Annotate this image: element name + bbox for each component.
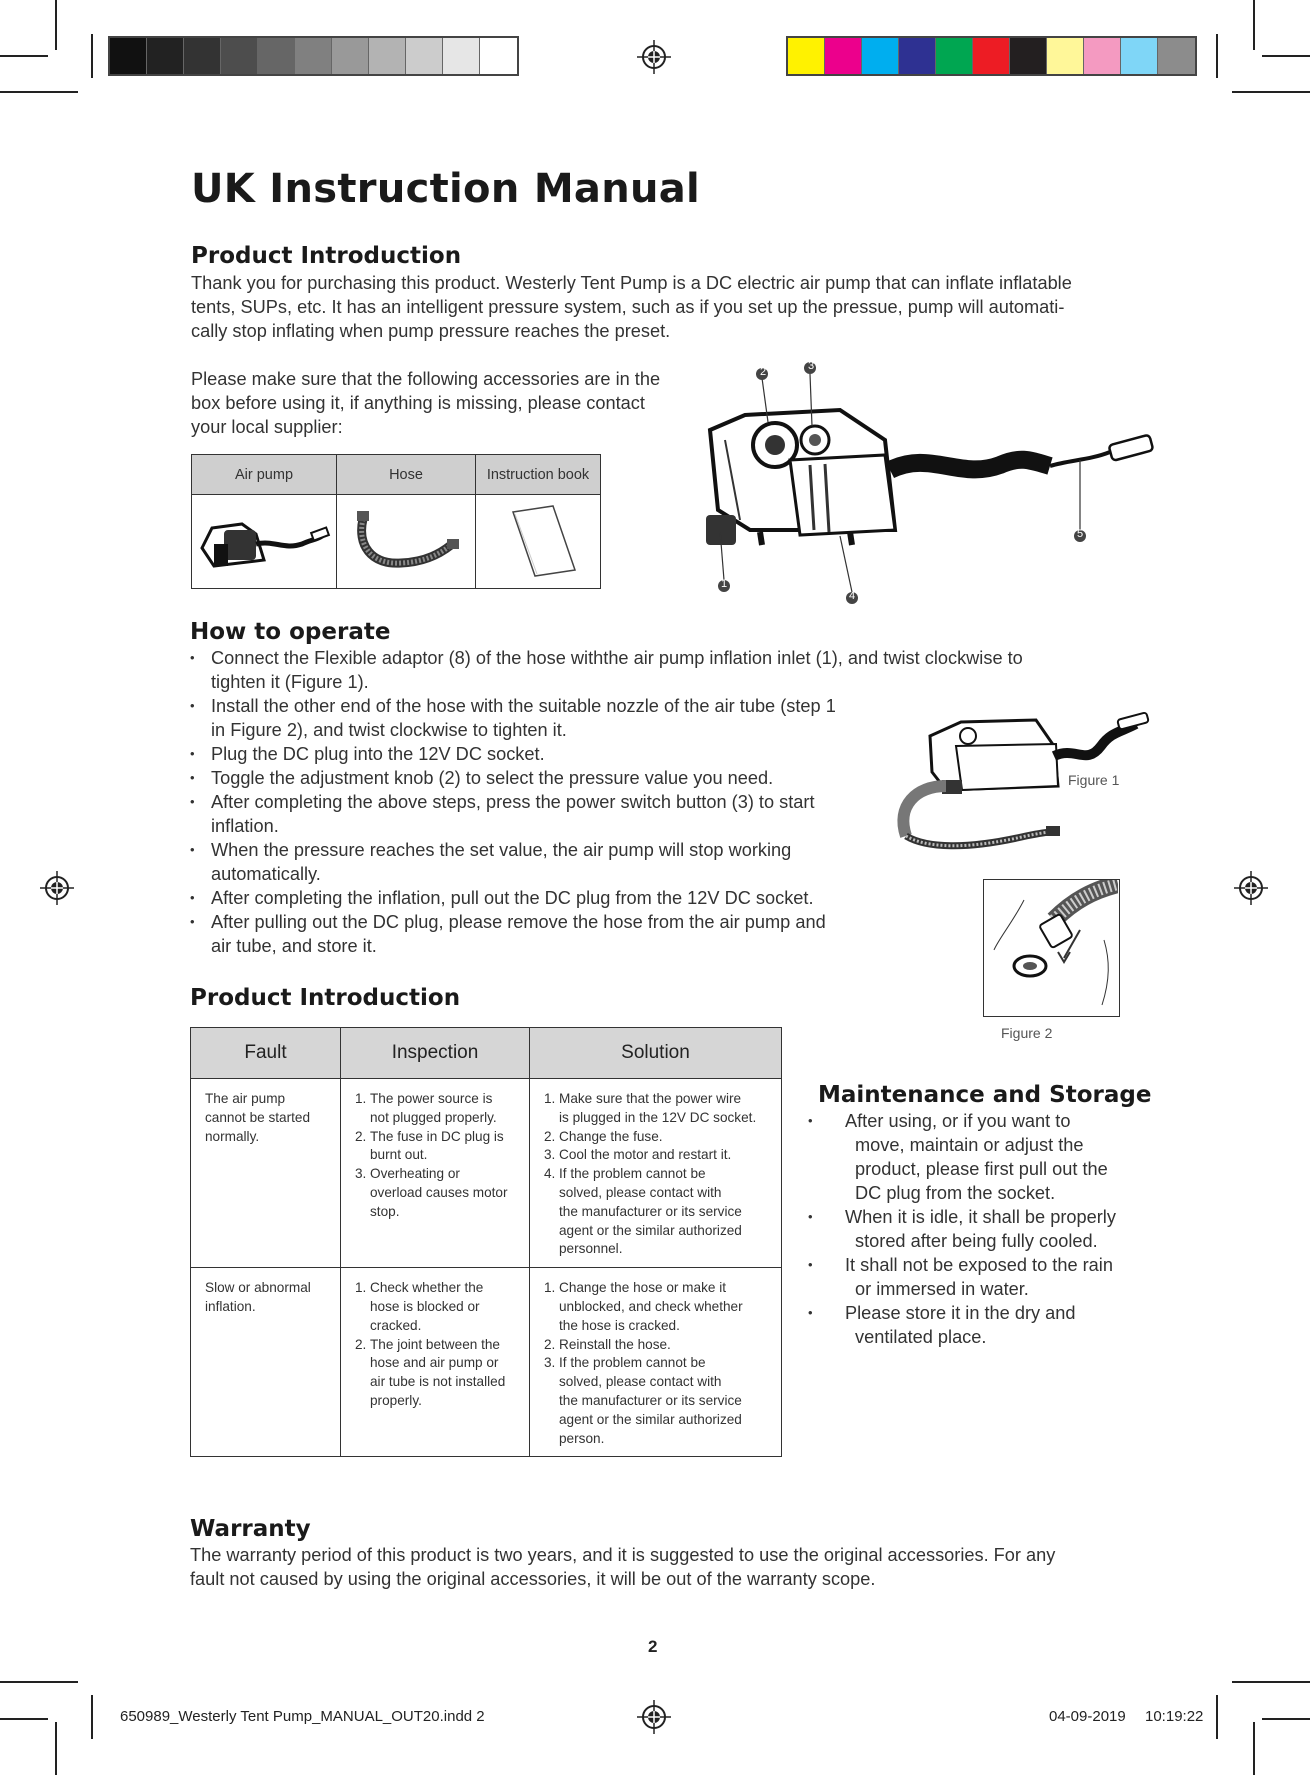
gray-swatch (332, 38, 369, 74)
maintenance-item-line: • When it is idle, it shall be properly (845, 1207, 1116, 1227)
accessories-line: your local supplier: (191, 417, 343, 437)
color-swatch (1047, 38, 1084, 74)
inspection-item-number: 1. (355, 1280, 367, 1296)
operate-step-line: in Figure 2), and twist clockwise to tighten it. (211, 720, 567, 740)
maintenance-item-line: stored after being fully cooled. (855, 1231, 1098, 1251)
operate-step-line: • After pulling out the DC plug, please remove the hose from the air pump and (211, 912, 826, 932)
registration-mark-icon (637, 1700, 671, 1734)
inspection-item-line: not plugged properly. (370, 1109, 497, 1125)
solution-item-line: solved, please contact with (559, 1184, 722, 1200)
maintenance-item-line: • It shall not be exposed to the rain (845, 1255, 1113, 1275)
inspection-item-line: cracked. (370, 1317, 422, 1333)
operate-step (190, 910, 1110, 958)
column-header-fault: Fault (191, 1028, 341, 1079)
operate-step-line: • Plug the DC plug into the 12V DC socket. (211, 744, 545, 764)
intro-heading: Product Introduction (191, 243, 462, 269)
diagram-label-3: 3 (808, 360, 815, 372)
solution-item-number: 3. (544, 1355, 556, 1371)
solution-item-number: 1. (544, 1280, 556, 1296)
solution-item (544, 1128, 767, 1147)
inspection-item-line: The joint between the (370, 1336, 500, 1352)
maintenance-heading: Maintenance and Storage (818, 1082, 1152, 1108)
inspection-item (355, 1165, 515, 1221)
solution-item-line: Cool the motor and restart it. (559, 1147, 732, 1163)
operate-step (190, 886, 1110, 910)
inspection-item-line: The fuse in DC plug is (370, 1128, 504, 1144)
color-swatch (1010, 38, 1047, 74)
inspection-cell (341, 1079, 530, 1268)
maintenance-item (818, 1301, 1158, 1349)
solution-item-line: Change the fuse. (559, 1128, 663, 1144)
operate-step-line: • When the pressure reaches the set value, the air pump will stop working (211, 840, 792, 860)
solution-item (544, 1279, 767, 1335)
registration-mark-icon (40, 871, 74, 905)
maintenance-item (818, 1253, 1158, 1301)
maintenance-item-line: product, please first pull out the (855, 1159, 1108, 1179)
gray-swatch (295, 38, 332, 74)
maintenance-item-line: ventilated place. (855, 1327, 987, 1347)
maintenance-list (818, 1109, 1158, 1349)
figure-2-caption: Figure 2 (1001, 1025, 1053, 1041)
operate-heading: How to operate (190, 619, 391, 645)
solution-item (544, 1354, 767, 1448)
accessory-header-instruction-book: Instruction book (476, 455, 601, 495)
column-header-solution: Solution (530, 1028, 782, 1079)
operate-step-line: air tube, and store it. (211, 936, 377, 956)
inspection-item (355, 1128, 515, 1166)
gray-swatch (184, 38, 221, 74)
solution-item (544, 1146, 767, 1165)
operate-step-line: • Toggle the adjustment knob (2) to select the pressure value you need. (211, 768, 774, 788)
inspection-item-line: Overheating or (370, 1166, 460, 1182)
slug-date: 04-09-2019 (1049, 1708, 1126, 1725)
maintenance-item-line: move, maintain or adjust the (855, 1135, 1084, 1155)
diagram-label-4: 4 (849, 590, 856, 602)
fault-row (191, 1079, 782, 1268)
warranty-heading: Warranty (190, 1516, 311, 1542)
operate-step-line: • Install the other end of the hose with the suitable nozzle of the air tube (step 1 (211, 696, 836, 716)
warranty-line: The warranty period of this product is two years, and it is suggested to use the original accessories. For any (190, 1545, 1056, 1565)
diagram-label-1: 1 (721, 578, 728, 590)
gray-swatch (369, 38, 406, 74)
inspection-item-line: Check whether the (370, 1280, 484, 1296)
intro-line: cally stop inflating when pump pressure reaches the preset. (191, 321, 671, 341)
intro-paragraph (191, 271, 1072, 343)
page-title: UK Instruction Manual (191, 166, 701, 212)
solution-list (544, 1090, 767, 1259)
inspection-item-number: 2. (355, 1128, 367, 1144)
registration-mark-icon (637, 40, 671, 74)
color-swatch (862, 38, 899, 74)
column-header-inspection: Inspection (341, 1028, 530, 1079)
solution-item-number: 2. (544, 1128, 556, 1144)
solution-item-number: 1. (544, 1091, 556, 1106)
fault-row (191, 1268, 782, 1457)
operate-step-line: • Connect the Flexible adaptor (8) of the hose withthe air pump inflation inlet (1), and twist clockwise to (211, 648, 1023, 668)
color-swatch (936, 38, 973, 74)
solution-item-line: the hose is cracked. (559, 1317, 680, 1333)
figure-2-image (984, 880, 1118, 1015)
diagram-label-5: 5 (1077, 528, 1084, 540)
slug-filename: 650989_Westerly Tent Pump_MANUAL_OUT20.indd 2 (120, 1708, 485, 1725)
diagram-label-2: 2 (760, 366, 767, 378)
fault-cell (191, 1268, 341, 1457)
solution-item-line: Change the hose or make it (559, 1280, 727, 1296)
solution-item-line: the manufacturer or its service (559, 1203, 742, 1219)
solution-item (544, 1336, 767, 1355)
color-swatch (1158, 38, 1195, 74)
fault-line: Slow or abnormal (205, 1280, 311, 1296)
solution-item-line: If the problem cannot be (559, 1166, 706, 1182)
figure-2-frame (983, 879, 1120, 1017)
slug-time: 10:19:22 (1145, 1708, 1204, 1725)
solution-item-line: Make sure that the power wire (559, 1091, 742, 1106)
accessories-paragraph (191, 367, 660, 439)
inspection-item-line: burnt out. (370, 1147, 428, 1163)
color-swatch (825, 38, 862, 74)
inspection-item-number: 1. (355, 1091, 367, 1106)
inspection-item-line: hose and air pump or (370, 1355, 499, 1371)
inspection-item-line: stop. (370, 1203, 400, 1219)
inspection-list (355, 1090, 515, 1222)
maintenance-item-line: DC plug from the socket. (855, 1183, 1056, 1203)
solution-item-line: personnel. (559, 1241, 623, 1257)
hose-image (337, 495, 476, 589)
inspection-item (355, 1336, 515, 1411)
inspection-item-line: hose is blocked or (370, 1298, 480, 1314)
fault-cell (191, 1079, 341, 1268)
air-pump-diagram (690, 360, 1160, 610)
solution-item-line: Reinstall the hose. (559, 1336, 671, 1352)
gray-swatch (443, 38, 480, 74)
registration-mark-icon (1234, 871, 1268, 905)
warranty-paragraph (190, 1543, 1055, 1591)
accessory-header-hose: Hose (337, 455, 476, 495)
maintenance-item-line: • After using, or if you want to (845, 1111, 1071, 1131)
solution-item-number: 3. (544, 1147, 556, 1163)
maintenance-item-line: • Please store it in the dry and (845, 1303, 1076, 1323)
operate-step-line: tighten it (Figure 1). (211, 672, 369, 692)
inspection-item (355, 1090, 515, 1128)
color-swatch (973, 38, 1010, 74)
troubleshooting-table (190, 1027, 782, 1457)
solution-item-line: solved, please contact with (559, 1374, 722, 1390)
solution-item (544, 1090, 767, 1128)
inspection-item-line: overload causes motor (370, 1184, 508, 1200)
gray-swatch (480, 38, 517, 74)
solution-item (544, 1165, 767, 1259)
fault-line: normally. (205, 1128, 260, 1144)
solution-item-line: is plugged in the 12V DC socket. (559, 1109, 757, 1125)
inspection-cell (341, 1268, 530, 1457)
inspection-item-line: air tube is not installed (370, 1374, 506, 1390)
solution-item-line: person. (559, 1430, 605, 1446)
solution-item-number: 4. (544, 1166, 556, 1182)
solution-item-line: If the problem cannot be (559, 1355, 706, 1371)
instruction-book-image (476, 495, 601, 589)
gray-swatch (221, 38, 258, 74)
solution-cell (530, 1268, 782, 1457)
gray-swatch (110, 38, 147, 74)
color-swatch (1121, 38, 1158, 74)
solution-item-line: agent or the similar authorized (559, 1411, 742, 1427)
color-bar (786, 36, 1197, 76)
fault-line: inflation. (205, 1298, 256, 1314)
figure-1-caption: Figure 1 (1068, 772, 1120, 788)
troubleshoot-heading: Product Introduction (190, 985, 461, 1011)
operate-step-line: • After completing the above steps, press the power switch button (3) to start (211, 792, 815, 812)
maintenance-item-line: or immersed in water. (855, 1279, 1029, 1299)
solution-item-line: the manufacturer or its service (559, 1392, 742, 1408)
inspection-list (355, 1279, 515, 1411)
color-swatch (788, 38, 825, 74)
color-swatch (899, 38, 936, 74)
page-number: 2 (648, 1637, 658, 1656)
inspection-item-line: The power source is (370, 1091, 493, 1106)
inspection-item-line: properly. (370, 1392, 422, 1408)
warranty-line: fault not caused by using the original accessories, it will be out of the warranty scope. (190, 1569, 876, 1589)
air-pump-image (192, 495, 337, 589)
solution-cell (530, 1079, 782, 1268)
intro-line: Thank you for purchasing this product. Westerly Tent Pump is a DC electric air pump that can inflate inflatable (191, 273, 1072, 293)
maintenance-item (818, 1205, 1158, 1253)
operate-step-line: • After completing the inflation, pull out the DC plug from the 12V DC socket. (211, 888, 814, 908)
gray-swatch (258, 38, 295, 74)
inspection-item (355, 1279, 515, 1335)
gray-color-bar (108, 36, 519, 76)
solution-item-number: 2. (544, 1336, 556, 1352)
fault-line: The air pump (205, 1091, 286, 1106)
maintenance-item (818, 1109, 1158, 1205)
intro-line: tents, SUPs, etc. It has an intelligent pressure system, such as if you set up the pressue, pump will automati- (191, 297, 1065, 317)
operate-step (190, 646, 1110, 694)
accessory-header-air-pump: Air pump (192, 455, 337, 495)
accessories-table (191, 454, 601, 589)
gray-swatch (406, 38, 443, 74)
solution-item-line: unblocked, and check whether (559, 1298, 743, 1314)
accessories-line: box before using it, if anything is missing, please contact (191, 393, 645, 413)
operate-step-line: automatically. (211, 864, 321, 884)
inspection-item-number: 3. (355, 1166, 367, 1182)
color-swatch (1084, 38, 1121, 74)
fault-line: cannot be started (205, 1109, 311, 1125)
accessories-line: Please make sure that the following accessories are in the (191, 369, 661, 389)
inspection-item-number: 2. (355, 1336, 367, 1352)
gray-swatch (147, 38, 184, 74)
operate-step-line: inflation. (211, 816, 279, 836)
solution-list (544, 1279, 767, 1448)
solution-item-line: agent or the similar authorized (559, 1222, 742, 1238)
